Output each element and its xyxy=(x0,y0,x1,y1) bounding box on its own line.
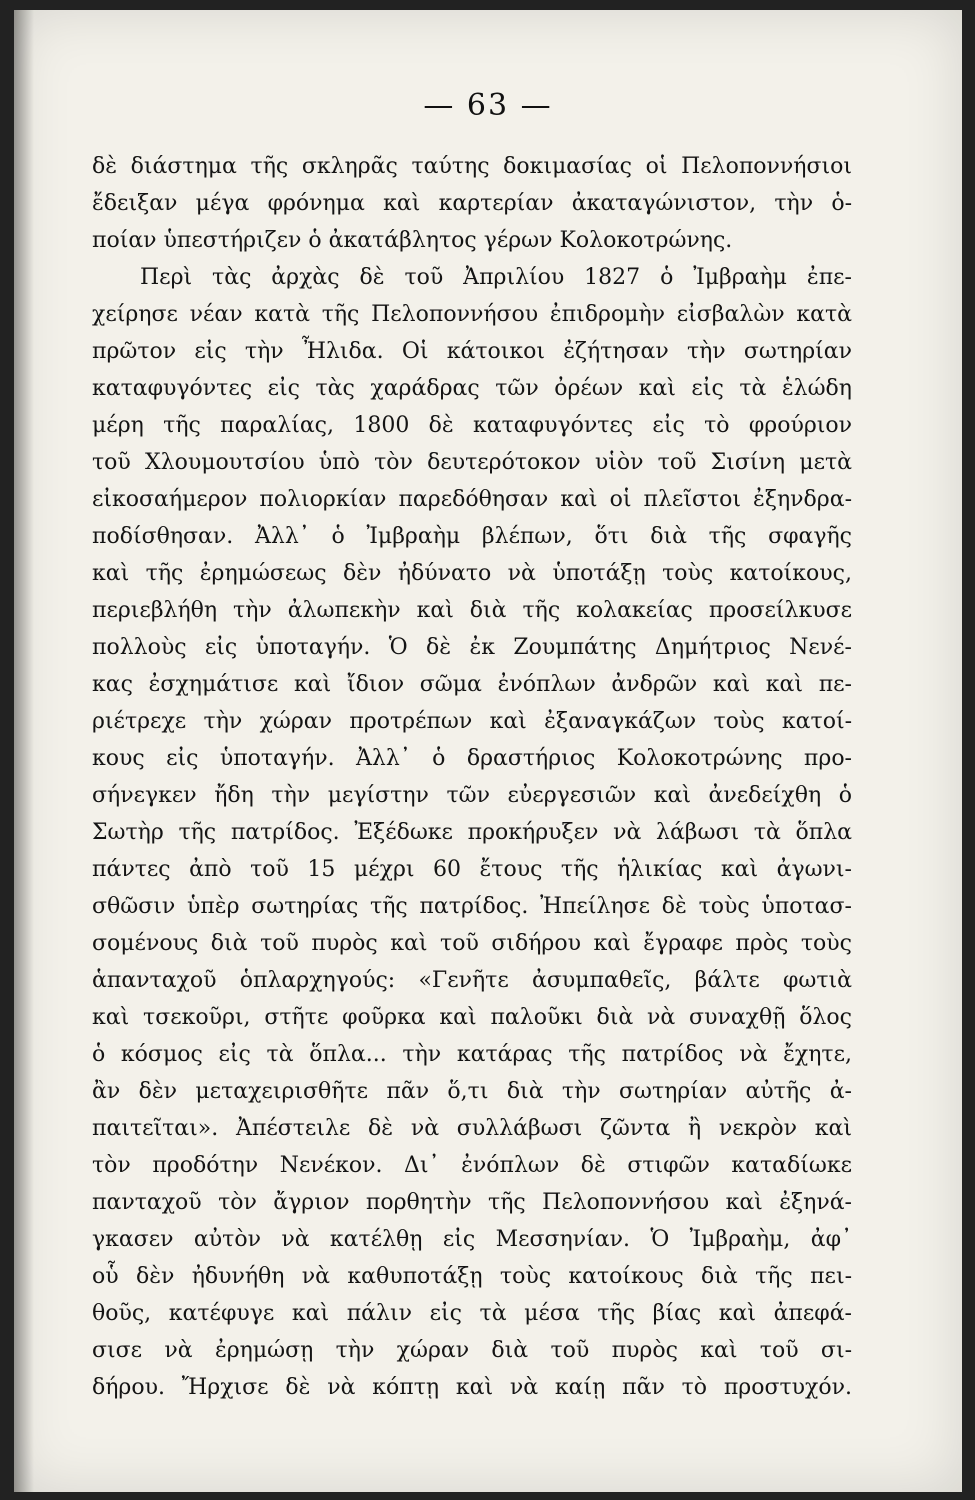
text-line: πολλοὺς εἰς ὑποταγήν. Ὁ δὲ ἐκ Ζουμπάτης Δημήτριος Νενέ- xyxy=(92,635,852,660)
text-line: οὗ δὲν ἠδυνήθη νὰ καθυποτάξῃ τοὺς κατοίκους διὰ τῆς πει- xyxy=(92,1264,852,1289)
text-line: εἰκοσαήμερον πολιορκίαν παρεδόθησαν καὶ οἱ πλεῖστοι ἐξηνδρα- xyxy=(92,487,852,512)
text-line: Σωτὴρ τῆς πατρίδος. Ἐξέδωκε προκήρυξεν νὰ λάβωσι τὰ ὅπλα xyxy=(92,820,852,845)
text-line: σομένους διὰ τοῦ πυρὸς καὶ τοῦ σιδήρου καὶ ἔγραφε πρὸς τοὺς xyxy=(92,931,852,956)
text-line: ὁ κόσμος εἰς τὰ ὅπλα... τὴν κατάρας τῆς πατρίδος νὰ ἔχητε, xyxy=(92,1042,852,1067)
text-line: ἔδειξαν μέγα φρόνημα καὶ καρτερίαν ἀκαταγώνιστον, τὴν ὁ- xyxy=(92,191,852,216)
text-line: ριέτρεχε τὴν χώραν προτρέπων καὶ ἐξαναγκάζων τοὺς κατοί- xyxy=(92,709,852,734)
text-line: σήνεγκεν ἤδη τὴν μεγίστην τῶν εὐεργεσιῶν καὶ ἀνεδείχθη ὁ xyxy=(92,783,852,808)
text-line: θοῦς, κατέφυγε καὶ πάλιν εἰς τὰ μέσα τῆς βίας καὶ ἀπεφά- xyxy=(92,1301,852,1326)
text-line: τοῦ Χλουμουτσίου ὑπὸ τὸν δευτερότοκον υἱὸν τοῦ Σισίνη μετὰ xyxy=(92,450,852,475)
text-line: δὲ διάστημα τῆς σκληρᾶς ταύτης δοκιμασίας οἱ Πελοποννήσιοι xyxy=(92,154,852,179)
text-line: σισε νὰ ἐρημώσῃ τὴν χώραν διὰ τοῦ πυρὸς καὶ τοῦ σι- xyxy=(92,1338,852,1363)
text-line: καὶ τῆς ἐρημώσεως δὲν ἠδύνατο νὰ ὑποτάξῃ τοὺς κατοίκους, xyxy=(92,561,852,586)
text-line: ποδίσθησαν. Ἀλλ᾽ ὁ Ἰμβραὴμ βλέπων, ὅτι διὰ τῆς σφαγῆς xyxy=(92,524,852,549)
page-gutter-shadow xyxy=(14,10,34,1492)
text-line: μέρη τῆς παραλίας, 1800 δὲ καταφυγόντες εἰς τὸ φρούριον xyxy=(92,413,852,438)
text-line: χείρησε νέαν κατὰ τῆς Πελοποννήσου ἐπιδρομὴν εἰσβαλὼν κατὰ xyxy=(92,302,852,327)
text-line: δήρου. Ἤρχισε δὲ νὰ κόπτῃ καὶ νὰ καίῃ πᾶν τὸ προστυχόν. xyxy=(92,1375,852,1400)
text-line: πρῶτον εἰς τὴν Ἦλιδα. Οἱ κάτοικοι ἐζήτησαν τὴν σωτηρίαν xyxy=(92,339,852,364)
text-line: τὸν προδότην Νενέκον. Δι᾽ ἐνόπλων δὲ στιφῶν καταδίωκε xyxy=(92,1153,852,1178)
body-text xyxy=(92,148,852,1406)
text-line: κας ἐσχημάτισε καὶ ἴδιον σῶμα ἐνόπλων ἀνδρῶν καὶ καὶ πε- xyxy=(92,672,852,697)
text-line: γκασεν αὐτὸν νὰ κατέλθῃ εἰς Μεσσηνίαν. Ὁ Ἰμβραὴμ, ἀφ᾽ xyxy=(92,1227,852,1252)
text-line: περιεβλήθη τὴν ἀλωπεκὴν καὶ διὰ τῆς κολακείας προσείλκυσε xyxy=(92,598,852,623)
text-line: πανταχοῦ τὸν ἄγριον πορθητὴν τῆς Πελοποννήσου καὶ ἐξηνά- xyxy=(92,1190,852,1215)
page-number: — 63 — xyxy=(423,88,553,123)
paragraph-start-line: Περὶ τὰς ἀρχὰς δὲ τοῦ Ἀπριλίου 1827 ὁ Ἰμβραὴμ ἐπε- xyxy=(140,265,852,290)
text-line: πάντες ἀπὸ τοῦ 15 μέχρι 60 ἔτους τῆς ἡλικίας καὶ ἀγωνι- xyxy=(92,857,852,882)
text-line: καταφυγόντες εἰς τὰς χαράδρας τῶν ὀρέων καὶ εἰς τὰ ἑλώδη xyxy=(92,376,852,401)
text-line: κους εἰς ὑποταγήν. Ἀλλ᾽ ὁ δραστήριος Κολοκοτρώνης προ- xyxy=(92,746,852,771)
text-line: καὶ τσεκοῦρι, στῆτε φοῦρκα καὶ παλοῦκι διὰ νὰ συναχθῇ ὅλος xyxy=(92,1005,852,1030)
text-line: ἂν δὲν μεταχειρισθῆτε πᾶν ὅ,τι διὰ τὴν σωτηρίαν αὐτῆς ἀ- xyxy=(92,1079,852,1104)
book-page xyxy=(14,10,962,1492)
text-line: παιτεῖται». Ἀπέστειλε δὲ νὰ συλλάβωσι ζῶντα ἢ νεκρὸν καὶ xyxy=(92,1116,852,1141)
text-line: σθῶσιν ὑπὲρ σωτηρίας τῆς πατρίδος. Ἠπείλησε δὲ τοὺς ὑποτασ- xyxy=(92,894,852,919)
text-line: ἁπανταχοῦ ὁπλαρχηγούς: «Γενῆτε ἀσυμπαθεῖς, βάλτε φωτιὰ xyxy=(92,968,852,993)
text-line: ποίαν ὑπεστήριζεν ὁ ἀκατάβλητος γέρων Κολοκοτρώνης. xyxy=(92,228,733,253)
